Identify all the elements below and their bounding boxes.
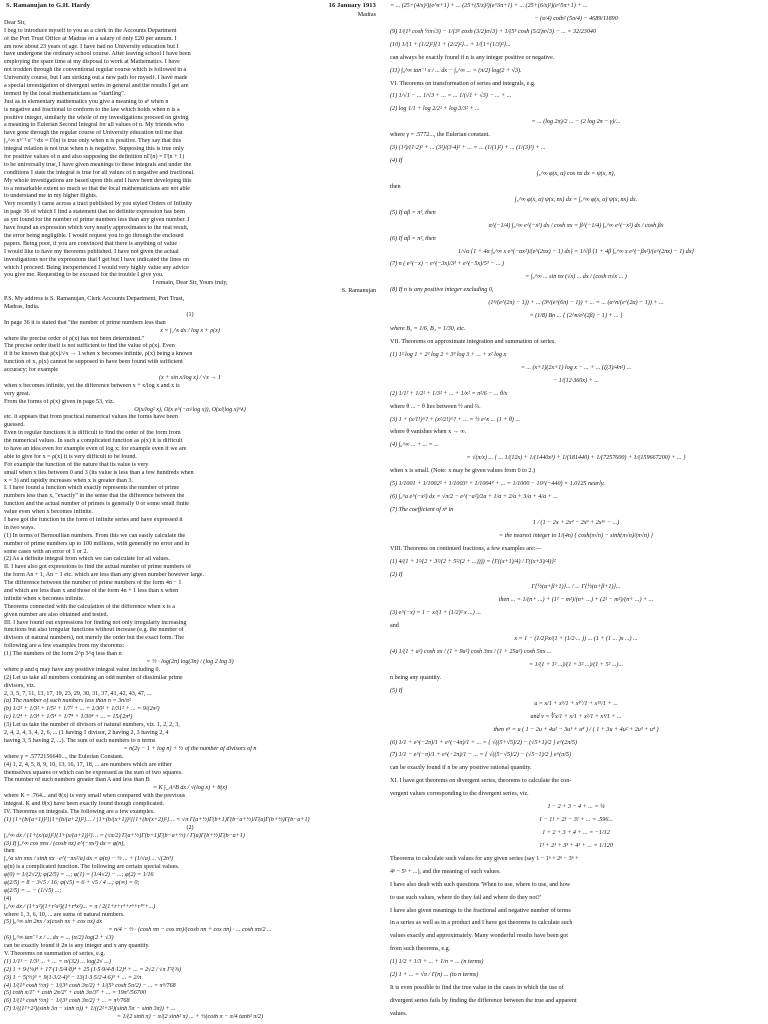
right-column-line: to use such values, where do they fail and where do they not?' (390, 894, 541, 901)
right-column-line: n being any quantity. (390, 674, 442, 681)
right-column-line: when x is small. (Note: x may be given values from 0 to 2.) (390, 468, 536, 475)
left-column-line: ∫₀^∞ dx / (1+x²)(1+r²x²)(1+r⁴x²)... = π / 2(1+r+r³+r⁶+r¹⁰+...) (4, 903, 156, 910)
left-column-line: infinite when x becomes infinite. (4, 595, 85, 602)
right-column-line: 1 + 2 + 3 + 4 + ... = −1/12 (542, 830, 610, 836)
right-column-line: − (π/4) coth² (5π/4) − 4689/11890 (534, 15, 618, 22)
right-column-line: (2) 1 + ... = √π / Γ(n) ... (to n terms) (390, 972, 479, 979)
left-column-line: Very recently I came across a tract published by you styled Orders of Infinity (4, 201, 192, 208)
left-column-line: From the forms of ρ(x) given in page 53, viz. (4, 398, 115, 405)
right-column-line: from such theorems, e.g. (390, 946, 451, 953)
left-column (4, 12, 376, 1022)
right-column-line: 1 − 2 + 3 − 4 + ... = ¼ (547, 804, 605, 811)
right-column-line: (1) 1² log 1 + 2² log 2 + 3³ log 3 + ... + x² log x (390, 351, 507, 358)
left-column-line: where γ = .5772156649..., the Eulerian Constant. (4, 753, 124, 760)
left-column-line: = n(2γ − 1 + log n) + ½ of the number of divisors of n (123, 745, 257, 752)
left-column-line: (2) 1 + 9·(¼)⁴ + 17·(1·5/4·8)⁴ + 25·(1·5·9/4·8·12)⁴ + ... = 2√2 / √π Γ²(¾) (4, 966, 182, 973)
left-column-line: φ(n) is a complicated function. The following are certain special values. (4, 864, 180, 871)
left-column-line: in page 36 of which I find a statement that no definite expression has been (4, 209, 186, 216)
left-column-line: have gone through the regular course of University education tell me that (4, 130, 183, 137)
left-column-line: Madras, India. (4, 303, 40, 310)
left-column-line: In page 36 it is stated that "the number of prime numbers less than (4, 319, 166, 326)
left-column-line: I remain, Dear Sir, Yours truly, (152, 280, 228, 287)
left-column-line: My whole investigations are based upon this and I have been developing this (4, 177, 192, 184)
left-column-line: Dear Sir, (4, 19, 26, 26)
right-column-line: VII. Theorems on approximate integration and summation of series. (390, 338, 556, 345)
left-column-line: functions but also irregular functions without increase (e.g. the number of (4, 627, 184, 634)
right-column-line: vergent values corresponding to the divergent series, viz. (390, 791, 529, 798)
left-column-line: (2) Let us take all numbers containing an odd number of dissimilar prime (4, 674, 183, 681)
left-column-line: divisors, viz. (4, 682, 36, 689)
left-column-line: where 1, 3, 6, 10, ... are sums of natural numbers. (4, 911, 125, 918)
left-column-line: 2, 3, 5, 7, 11, 13, 17, 19, 23, 29, 30, 31, 37, 41, 42, 43, 47, ... (4, 690, 152, 697)
right-column-line: then v⁵ = u ( 1 − 2u + 4u² − 3u³ + u⁴ ) / ( 1 + 3u + 4u² + 2u³ + u⁴ ) (493, 726, 659, 733)
left-column-line: (3) If ∫₀^∞ cos πnx / (cosh πx) e^(−πx²) dx = φ(n), (4, 840, 125, 847)
left-column-line: very great. (4, 390, 31, 397)
right-column-line: u = x/1 + x⁵/1 + x¹⁰/1 + x¹⁵/1 + ... (534, 700, 618, 707)
left-column-line: a meaning to Eulerian Second Integral for all values of n. My friends who (4, 122, 185, 129)
left-column-line: then (4, 848, 15, 855)
right-column-line: values. (390, 1010, 408, 1017)
left-column-line: for positive values of n and also supposing the definition nΓ(n) = Γ(n + 1) (4, 154, 185, 161)
left-column-line: integral relation is not true when n is negative. Supposing this is true only (4, 146, 184, 153)
right-column-line: (6) 1/1 + e^(−2π)/1 + e^(−4π)/1 + ... = { √((5+√5)/2) − (√5+1)/2 } e^(2π/5) (390, 739, 578, 746)
left-column-line: integral. K and θ(x) have been exactly found though complicated. (4, 801, 165, 808)
left-column-line: conditions I state the integral is true for all values of n negative and fractional. (4, 169, 195, 176)
left-column-line: ∫₀^a sin πnx / sinh πx · e^(−πx²/a) dx = φ(n) − ½ ... + (1/√a) ... √(2n³) (4, 856, 173, 863)
left-column-line: (5) coth π/1⁷ + coth 2π/2⁷ + coth 3π/3⁷ + ... = 19π⁷/56700 (4, 990, 146, 997)
left-column-line: of the Port Trust Office at Madras on a salary of only £20 per annum. I (4, 35, 177, 42)
left-column-line: papers. Being poor, if you are convinced that there is anything of value (4, 240, 178, 247)
right-column-line: Theorems to calculate such values for any given series (say 1 − 1ⁿ + 2ⁿ − 3ⁿ + (390, 855, 579, 862)
right-column-line: 4ⁿ − 5ⁿ + ...), and the meaning of such values. (390, 868, 501, 875)
left-column-line: when x becomes infinite, yet the difference between x + x/log x and x is (4, 382, 180, 389)
left-column-line: small when x lies between 0 and 3 (its value is less than a few hundreds when (4, 469, 194, 476)
left-column-line: The difference between the number of prime numbers of the form 4n − 1 (4, 580, 182, 587)
right-column-line: values exactly and approximately. Many wonderful results have been got (390, 933, 568, 940)
left-column-line: function of x, ρ(x) cannot be supposed to have been found with sufficient (4, 359, 183, 366)
left-column-line: φ(2/5) = 8 − 3√5 / 16; φ(√5) = 6 + √5 / 4 ...; φ(∞) = 0; (4, 879, 140, 886)
right-column-line: = 1/(1 + 1² ...)/(1 + 3² ...)/(1 + 5² ...)... (528, 662, 624, 669)
right-column-line: I have also given meanings to the fractional and negative number of terms (390, 907, 571, 914)
right-column-line: then ... = 1/(n+ ...) + (1² − m²)/(n+ ...) + (2² − m²)/(n+ ...) + ... (498, 597, 654, 604)
right-column-line: (4) 1/(1 + a²) cosh πx / (1 + 9a²) cosh 3πx / (1 + 25a²) cosh 5πx ... (390, 649, 552, 656)
right-column-line: (3) 1 + (x/1!)^? + (x²/2!)^? + ... = ½ e^x ... (1 + θ) ... (390, 416, 521, 423)
right-column-line: where B₂ = 1/6, B₄ = 1/30, etc. (390, 326, 466, 333)
right-column-line: − 1/(12·360x) + ... (553, 377, 599, 384)
right-column-line: (5) If (390, 687, 403, 694)
right-column-line: (1) 4/(1 + 1²/(2 + 3²/(2 + 5²/(2 + ...)))) = {Γ((x+1)/4) / Γ((x+3)/4)}² (390, 558, 556, 565)
left-column-line: having 3, 5 having 2, ...). The sum of such numbers to n terms (4, 737, 156, 744)
right-column-line: where θ ... − θ lies between ½ and ⅔. (390, 403, 481, 410)
left-column-line: Madras (357, 12, 376, 18)
right-column-line: (6) If αβ = π², then (390, 235, 436, 242)
right-column-line: (9) 1/(1⁵ cosh ½π√3) − 1/(3⁵ cosh (3/2)π√3) + 1/(5⁵ cosh (5/2)π√3) − ... = 32/23040 (390, 28, 596, 35)
right-column-line: (4) ∫₀^∞ ... + ... = ... (390, 442, 439, 449)
left-column-line: (4) (4, 895, 12, 902)
left-column-line: have undergone the ordinary school course. After leaving school I have been (4, 51, 191, 58)
right-column-line: XI. I have got theorems on divergent series, theorems to calculate the con- (390, 778, 572, 785)
right-column-line: = ... (log 2π)/2 ... − (2 log 2π − γ)/... (531, 119, 621, 126)
right-column-line: = the nearest integer to 1/(4n) { cosh(π√n) − sinh(π√n)/(π√n) } (499, 532, 653, 539)
left-column-line: (1) The numbers of the form 2^p 3^q less than n (4, 651, 122, 658)
right-column-line: = ∫₀^∞ ... sin nx (√x) ... dx / (cosh π√x ... ) (525, 274, 627, 281)
left-column-line: Even in regular functions it is difficult to find the order of the form from (4, 430, 181, 437)
left-column-line: Just as in elementary mathematics you give a meaning to aⁿ when n (4, 98, 169, 105)
right-column-line: (6) ∫₀^a e^(−x²) dx = √π/2 − e^(−a²)/2a + 1/a + 2/a + 3/a + 4/a + ... (390, 494, 558, 501)
right-column-line: VIII. Theorems on continued fractions, a few examples are:— (390, 545, 542, 552)
left-column-line: a special investigation of divergent series in general and the results I get are (4, 83, 189, 90)
right-column-line: 1 − 1! + 2! − 3! + ... = .596... (539, 817, 613, 824)
right-column-line: ∫₀^∞ φ(x, α) cos nx dx = ψ(x, n), (536, 170, 616, 177)
left-column-line: accuracy; for example (4, 367, 59, 374)
left-column-line: not trodden through the conventional regular course which is followed in a (4, 67, 187, 74)
left-column-line: (5) ∫₀^∞ sin 2nx / x(cosh πx + cos πx) dx (4, 919, 103, 926)
left-column-line: x = 3) and rapidly increases when x is greater than 3. (4, 477, 133, 484)
left-column-line: = K ∫_A^B dx / √(log x) + θ(x) (152, 785, 228, 792)
left-column-line: (3) 1 − 5(½)³ + 9(1·3/2·4)³ − 13(1·3·5/2·4·6)³ + ... = 2/π (4, 974, 142, 981)
left-column-line: the form An + 1, An − 1 etc. which are less than any given number however large. (4, 572, 205, 579)
left-column-line: x = ∫₂^x dx / log x + ρ(x) (160, 327, 220, 334)
left-column-line: (c) 1/2⁴ + 1/3⁴ + 1/5⁴ + 1/7⁴ + 1/30⁴ + ... = 15/(2π⁴) (4, 714, 133, 721)
left-column-line: am now about 23 years of age. I have had no University education but I (4, 43, 179, 50)
left-column-line: the numerical values. In such a complicated function as ρ(x) it is difficult (4, 438, 183, 445)
left-column-line: you give me. Requesting to be excused for the trouble I give you. (4, 272, 164, 279)
right-column-line: (1) 1/2 + 1/3 + ... + 1/n = ... (n terms) (390, 959, 484, 966)
right-column-line: 1 / (1 − 2x + 2x⁴ − 2x⁹ + 2x¹⁶ − ...) (532, 519, 620, 526)
right-column-line: where γ = .5772..., the Eulerian constant. (390, 132, 490, 139)
right-column-line: 1/√α {1 + 4α ∫₀^∞ x e^(−αx²)/(e^(2πx) − 1) dx} = 1/√β {1 + 4β ∫₀^∞ x e^(−βx²)/(e^(2πx) − 1) dx} (458, 248, 694, 255)
left-column-line: if it be known that ρ(x)/√x → 1 when x becomes infinite, ρ(x) being a known (4, 351, 193, 358)
right-column-line: then (390, 183, 401, 190)
right-column-line: and (390, 623, 399, 630)
left-column-line: number of prime numbers up to 100 millions, with generally no error and in (4, 540, 190, 547)
left-column-line: 2, 4, 2, 4, 3, 4, 2, 6, ... (1 having 1 divisor, 2 having 2, 3 having 2, 4 (4, 730, 169, 737)
left-column-line: can be exactly found if 2n is any integer and x any quantity. (4, 943, 150, 950)
right-column-line: α^(−1/4) ∫₀^∞ e^(−x²) dx / cosh πx = β^(−1/4) ∫₀^∞ e^(−x²) dx / cosh βx (488, 222, 664, 229)
left-column-line: and which are less than x and those of the form 4n + 1 less than x when (4, 588, 179, 595)
left-column-line: (2) (186, 824, 194, 831)
left-column-line: (7) 1/((1²+2²)(sinh 3π − sinh π)) + 1/((2²+3²)(sinh 5π − sinh 3π)) + ... (4, 1006, 176, 1013)
left-column-line: (6) ∫₀^∞ tan⁻¹ x / ... dx = ... (π/2) log(2 + √3) (4, 935, 114, 942)
right-column-line: (7) n ( e^(−x) − e^(−3x)/3³ + e^(−5x)/5³ − ... ) (390, 261, 505, 268)
left-column-line: II. I have also got expressions to find the actual number of prime numbers of (4, 564, 191, 571)
right-column-line: (1ⁿ/(e^(2π) − 1)) + ... (3ⁿ/(e^(6π) − 1)) + ... = ... (α^n/(e^(2α) − 1)) + ... (488, 300, 664, 307)
left-column-line: investigations nor the expressions that I get but I have indicated the lines on (4, 256, 189, 263)
left-column-line: (1) 1/1³ − 1/3³ ... + ... = π/(32) ... log(2√ ...) (4, 958, 111, 965)
right-column-line: (2) log 1/1 + log 2/2² + log 3/3² + ... (390, 106, 480, 113)
left-column-line: University course, but I am striking out a new path for myself. I have made (4, 75, 188, 82)
right-column-line: = ... (25+(4/x)²)(e^π+1) + ... (25+(5/x)²)(e^3π+1) + ... (25+(6/x)²)(e^5π+1) + ... (390, 3, 588, 9)
left-column-line: I would like to have my theorems published. I have not given the actual (4, 248, 179, 255)
right-column-line: = ... (x+1)(2x+1) log x − ... + ... (ζ(3)/4π²) ... (520, 364, 632, 371)
left-column-line: as yet found for the number of prime numbers less than any given number. I (4, 217, 190, 224)
header-date: 16 January 1913 (328, 2, 376, 9)
left-column-line: positive integer, similarly the whole of my investigations proceed on giving (4, 114, 189, 121)
left-column-line: etc. it appears that from practical numerical values the forms have been (4, 414, 178, 421)
right-column-line: (7) 1/1 − e^(−π)/1 + e^(−2π)/1 − ... = { √((5−√5)/2) − (√5−1)/2 } e^(π/5) (390, 752, 571, 759)
right-column-line: (2) 1/1² + 1/2² + 1/3² + ... + 1/x² = π²/6 − ... θ/x (390, 390, 508, 397)
right-column-line: Γ{½(α+β+1)}... / ... Γ{½(α+β+1)}... (531, 584, 621, 591)
left-column-line: (1) (186, 311, 194, 318)
right-column-line: (5) If αβ = π², then (390, 209, 436, 216)
left-column-line: themselves squares or which can be expressed as the sum of two squares. (4, 769, 183, 776)
left-column-line: (1) [1+(b/(a+1))²][1+(b/(a+2))²]… / [1+(b/(x+1))²][1+(b/(x+2))²]… = √π Γ(a+½)Γ(b+1)Γ(b−a+½)/Γ(a)Γ(b+½)Γ(b−a+1) (4, 816, 310, 823)
right-column-line: (1) 1/√1 − ... 1/√3 + ... = ... 1/(√1 + √3) − ... + ... (390, 93, 512, 100)
left-column-line: φ(2/5) = ... − (1/√5) ...; (4, 887, 62, 894)
left-column-line: given number are also obtained and tested. (4, 611, 109, 618)
header-title: S. Ramanujan to G.H. Hardy (6, 2, 91, 9)
left-column-line: ∫₀^∞ dx / {1+(x/(a))²}{1+(x/(a+1))²}… = (√π/2) Γ(a+½)Γ(b+1)Γ(b−a+½) / Γ(a)Γ(b+½)Γ(b−a+1) (4, 832, 245, 839)
left-column-line: (2) As a definite integral from which we can calculate for all values. (4, 556, 170, 563)
left-column-line: V. Theorems on summation of series, e.g. (4, 950, 105, 957)
left-column-line: = 1/(2 sinh π) − π/(2 sinh² π) ... + ½(coth π − π/4 tanh² π/2) (116, 1014, 264, 1021)
left-column-line: to have an idea even for example even of log x; for example even if we are (4, 445, 187, 452)
left-column-line: some cases with an error of 1 or 2. (4, 548, 89, 555)
left-column-line: III. I have found out expressions for finding not only irregularly increasing (4, 619, 187, 626)
right-column-line: (11) ∫₀^∞ tan⁻¹ x / ... dx − ∫₀^∞ ... = (π/2) log(2 + √3). (390, 67, 522, 74)
right-column-line: I have also dealt with such questions 'When to use, where to use, and how (390, 881, 571, 888)
right-column-line: x = 1 − (1/2)²x/(1 + (1/2·... )) ... (1 + (1 ... )x ...) ... (514, 636, 638, 643)
left-column-line: employing the spare time at my disposal to work at Mathematics. I have (4, 59, 180, 66)
right-column-line: (7) The coefficient of xⁿ in (390, 506, 454, 513)
left-column-line: the error being negligible. I would request you to go through the enclosed (4, 232, 184, 239)
left-column-line: I have got the function in the form of infinite series and have expressed it (4, 517, 183, 523)
right-column-line: VI. Theorems on transformation of series and integrals, e.g. (390, 80, 536, 87)
left-column-line: able to give for x = ρ(x) it is very difficult to be found. (4, 453, 137, 460)
left-column-line: following are a few examples from my theorems: (4, 643, 125, 650)
left-column-line: to understand me in my higher flights. (4, 193, 98, 200)
left-column-line: numbers less than x, "exactly" in the sense that the difference between the (4, 493, 185, 500)
left-column-line: = n/4 − ½ · (cosh πn − cos πn)/(cosh πn + cos πn) · ... cosh πn/2 ... (108, 927, 272, 934)
left-column-line: termed by the local mathematicians as "startling". (4, 90, 126, 97)
right-column-line: = (1/8) Bn ... { (2^n/e^(2β) − 1) + ... } (529, 313, 623, 320)
left-column-line: (6) 1/(1⁵ cosh ½π) − 1/(3⁵ cosh 3π/2) + ... = π⁵/768 (4, 998, 130, 1005)
left-column-line: to a remarkable extent so much so that the local mathematicians are not able (4, 185, 190, 192)
left-column-line: which I proceed. Being inexperienced I would very highly value any advice (4, 264, 189, 271)
left-column-line: P.S. My address is S. Ramanujan, Clerk Accounts Department, Port Trust, (4, 296, 185, 303)
right-column-line: divergent series fails by finding the difference between the true and apparent (390, 997, 577, 1004)
left-column-line: (a) The number of such numbers less than n = 3n/π² (4, 698, 131, 705)
left-column-line: (1) In terms of Bernoullian numbers. From this we can easily calculate the (4, 532, 186, 539)
left-column-line: (x + sin x/log x) / √x → 1 (159, 374, 221, 381)
left-column-line: For example the function of the nature that its value is very (4, 461, 149, 468)
left-column-line: guessed. (4, 422, 25, 429)
right-column (390, 0, 762, 1022)
left-column-line: φ(0) = 1/(2√2); φ(2/5) = ...; φ(1) = (1/4√2) − ...; φ(2) = 1/16 (4, 872, 154, 879)
right-column-line: can be exactly found if n be any positive rational quantity. (390, 765, 532, 772)
left-column-line: = ½ · log(2n) log(3n) / (log 2 log 3) (146, 659, 234, 666)
left-column-line: (b) 1/2² + 1/3² + 1/5² + 1/7² + ... + 1/30² + 1/31² + ... = 9/(2π²) (4, 706, 160, 713)
right-column-line: (5) 1/1001 + 1/1002² + 1/1003³ + 1/1004⁴ + ... = 1/1000 − 10^(−440) × 1.0125 nearly. (390, 481, 605, 488)
right-column-line: in a series as well as in a product and I have got theorems to calculate such (390, 920, 573, 927)
left-column-line: S. Ramanujan (341, 288, 376, 295)
right-column-line: and v = ∜x/1 + x/1 + x²/1 + x³/1 + ... (530, 713, 622, 720)
left-column-line: The number of such numbers greater than A and less than B (4, 777, 150, 784)
right-column-line: (10) 1/{1 + (1/2)²}{1 + (2/2)²}... + 1/{1+(1/3)²}... (390, 41, 511, 48)
right-column-line: (8) If n is any positive integer excluding 0, (390, 287, 494, 294)
left-column-line: where p and q may have any positive integral value including 0. (4, 666, 161, 673)
left-column-line: Theorems connected with the calculation of the difference when x is a (4, 603, 175, 610)
right-column-line: where θ vanishes when x → ∞. (390, 429, 467, 436)
right-column-line: (2) If (390, 571, 403, 578)
left-column-line: have found an expression which very nearly approximates to the real result, (4, 225, 189, 232)
left-column-line: function and the actual number of primes is generally 0 or some small finite (4, 501, 189, 508)
right-column-line: = √(π/x) ... { ... 1/(12x) + 1/(1440x³) + 1/(181440) + 1/(7257600) + 1/(159667200) + ... } (466, 455, 686, 462)
right-column-line: 1³ + 2³ + 3³ + 4³ + ... = 1/120 (539, 842, 613, 849)
left-column-line: (3) Let us take the number of divisors of natural numbers, viz. 1, 2, 2, 3, (4, 722, 180, 729)
left-column-line: to be universally true, I have given meanings to these integrals and under the (4, 161, 192, 168)
left-column-line: where K = .764... and θ(x) is very small when compared with the previous (4, 793, 186, 800)
left-column-line: O(x/log² x), O(x e^(−a√log x)), O(x/(log x)^λ) (134, 406, 246, 413)
left-column-line: The precise order itself is not sufficient to find the value of ρ(x). Even (4, 343, 175, 350)
left-column-line: IV. Theorems on integrals. The following are a few examples. (4, 808, 155, 815)
left-column-line: is negative and fractional to conform to the law which holds when n is a (4, 106, 180, 113)
right-column-line: (3) (1²)/(1·2)² + ... (3²)/(3·4)² + ... = ... (1/(1)²) + ... (1/(3)²) + ... (390, 145, 546, 152)
left-column-line: value even when x becomes infinite. (4, 509, 94, 516)
left-column-line: I. I have found a function which exactly represents the number of prime (4, 485, 180, 492)
right-column-line: (3) e^(−x) = 1 − x/(1 + (1/2)² x ...) ... (390, 610, 481, 617)
right-column-line: It is even possible to find the true value in the cases in which the use of (390, 985, 564, 992)
left-column-line: where the precise order of ρ(x) has not been determined." (4, 335, 145, 342)
left-column-line: I beg to introduce myself to you as a clerk in the Accounts Department (4, 27, 177, 34)
left-column-line: (4) 1/(1⁵ cosh ½π) − 1/(3⁵ cosh 3π/2) + 1/(5⁵ cosh 5π/2) − ... = π⁵/768 (4, 982, 176, 989)
right-column-line: can always be exactly found if n is any integer positive or negative. (390, 54, 555, 61)
right-column-line: (4) If (390, 158, 403, 165)
left-column-line: in two ways. (4, 524, 35, 531)
left-column-line: divisors of natural numbers), not merely the order but the exact form. The (4, 635, 184, 642)
left-column-line: ∫₀^∞ xⁿ⁻¹ e⁻ˣ dx = Γ(n) is true only when n is positive. They say that this (4, 138, 182, 145)
right-column-line: ∫₀^∞ φ(x, α) ψ(x, nx) dx = ∫₀^∞ φ(x, α) ψ(x, nx) dx. (514, 196, 638, 203)
left-column-line: (4) 1, 2, 4, 5, 8, 9, 10, 13, 16, 17, 18, ... are numbers which are either (4, 761, 172, 768)
